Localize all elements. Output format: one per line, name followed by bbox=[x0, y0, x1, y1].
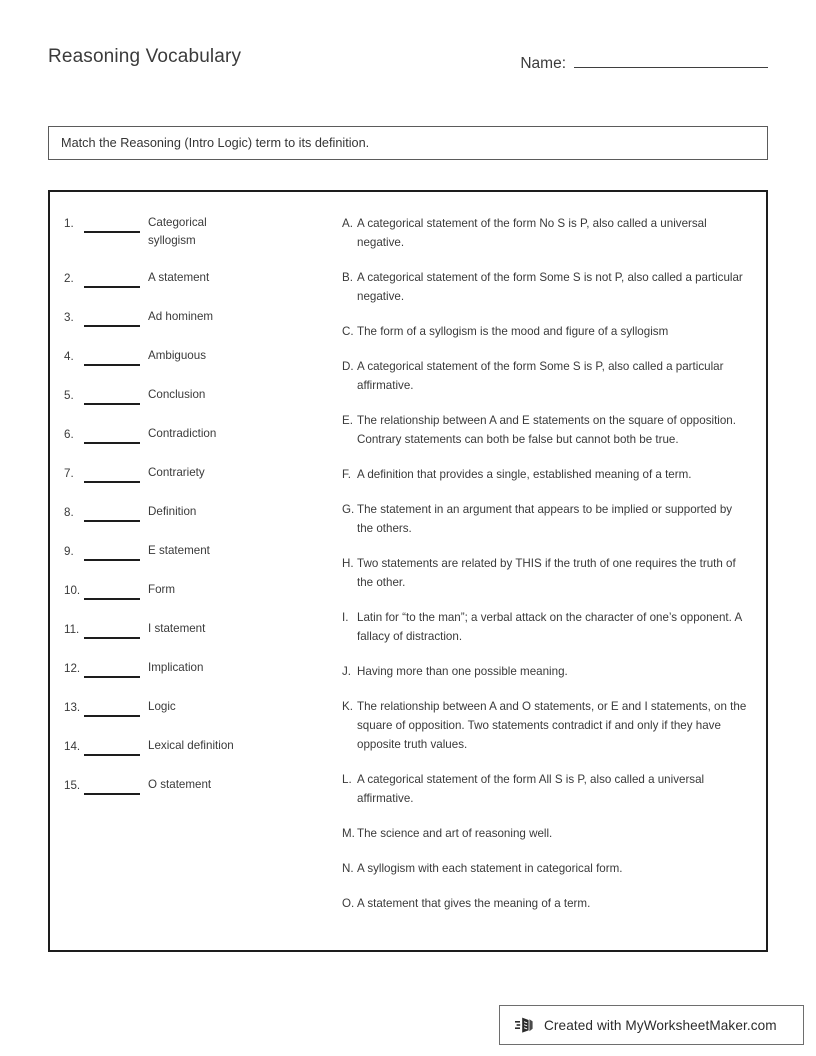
term-number: 15. bbox=[64, 779, 81, 792]
definition-text: A categorical statement of the form Some S is P, also called a particular affirmative. bbox=[357, 360, 724, 392]
definition-text: Two statements are related by THIS if the truth of one requires the truth of the other. bbox=[357, 557, 736, 589]
definition-row bbox=[342, 411, 750, 449]
term-answer-blank[interactable] bbox=[84, 309, 140, 327]
definition-letter: N. bbox=[342, 862, 354, 875]
name-field-group bbox=[520, 53, 768, 73]
term-label: Ambiguous bbox=[148, 349, 207, 362]
definition-row bbox=[342, 465, 750, 484]
term-label: E statement bbox=[148, 544, 210, 557]
definition-text: A categorical statement of the form No S is P, also called a universal negative. bbox=[357, 217, 707, 249]
definition-row bbox=[342, 662, 750, 681]
definition-text: The science and art of reasoning well. bbox=[357, 827, 553, 840]
definition-text: A definition that provides a single, established meaning of a term. bbox=[357, 468, 692, 481]
definition-letter: O. bbox=[342, 897, 355, 910]
term-row bbox=[64, 464, 342, 484]
term-row bbox=[64, 503, 342, 523]
term-number: 6. bbox=[64, 428, 74, 441]
term-number: 5. bbox=[64, 389, 74, 402]
term-row bbox=[64, 581, 342, 601]
definition-letter: J. bbox=[342, 665, 352, 678]
term-number: 3. bbox=[64, 311, 74, 324]
term-number: 4. bbox=[64, 350, 74, 363]
term-row bbox=[64, 620, 342, 640]
instruction-box bbox=[48, 126, 768, 160]
term-answer-blank[interactable] bbox=[84, 621, 140, 639]
myworksheetmaker-logo-icon bbox=[514, 1014, 536, 1036]
definition-letter: L. bbox=[342, 773, 352, 786]
definition-text: Having more than one possible meaning. bbox=[357, 665, 568, 678]
definition-text: The relationship between A and O statements, or E and I statements, on the square of opposition. Two statements contradict if and only if they have opposite truth values. bbox=[357, 700, 747, 751]
definition-row bbox=[342, 824, 750, 843]
definition-row bbox=[342, 500, 750, 538]
definition-row bbox=[342, 214, 750, 252]
definition-row bbox=[342, 894, 750, 913]
definition-letter: M. bbox=[342, 827, 355, 840]
term-label: Conclusion bbox=[148, 388, 206, 401]
term-number: 11. bbox=[64, 623, 80, 636]
definition-letter: D. bbox=[342, 360, 354, 373]
definition-letter: H. bbox=[342, 557, 354, 570]
term-row bbox=[64, 308, 342, 328]
term-row bbox=[64, 737, 342, 757]
term-label: Contrariety bbox=[148, 466, 205, 479]
term-label: Contradiction bbox=[148, 427, 217, 440]
definition-text: A syllogism with each statement in categorical form. bbox=[357, 862, 623, 875]
definition-text: A statement that gives the meaning of a term. bbox=[357, 897, 591, 910]
term-answer-blank[interactable] bbox=[84, 426, 140, 444]
definition-row bbox=[342, 608, 750, 646]
definitions-column bbox=[342, 192, 766, 950]
badge-label: Created with MyWorksheetMaker.com bbox=[544, 1017, 777, 1033]
name-label: Name: bbox=[520, 55, 566, 72]
terms-column bbox=[50, 192, 342, 950]
definition-letter: I. bbox=[342, 611, 349, 624]
created-with-badge[interactable] bbox=[499, 1005, 804, 1045]
term-row bbox=[64, 269, 342, 289]
term-number: 8. bbox=[64, 506, 74, 519]
term-answer-blank[interactable] bbox=[84, 504, 140, 522]
term-answer-blank[interactable] bbox=[84, 660, 140, 678]
definition-text: A categorical statement of the form Some S is not P, also called a particular negative. bbox=[357, 271, 743, 303]
definition-text: Latin for “to the man”; a verbal attack on the character of one’s opponent. A fallacy of distraction. bbox=[357, 611, 742, 643]
definition-letter: K. bbox=[342, 700, 353, 713]
term-row bbox=[64, 776, 342, 796]
term-number: 10. bbox=[64, 584, 81, 597]
term-answer-blank[interactable] bbox=[84, 699, 140, 717]
term-answer-blank[interactable] bbox=[84, 387, 140, 405]
definition-letter: E. bbox=[342, 414, 353, 427]
definition-row bbox=[342, 770, 750, 808]
definition-text: The form of a syllogism is the mood and figure of a syllogism bbox=[357, 325, 669, 338]
definition-row bbox=[342, 554, 750, 592]
instruction-text: Match the Reasoning (Intro Logic) term to its definition. bbox=[61, 136, 370, 150]
term-number: 13. bbox=[64, 701, 81, 714]
term-number: 14. bbox=[64, 740, 81, 753]
definition-letter: F. bbox=[342, 468, 352, 481]
definition-letter: B. bbox=[342, 271, 353, 284]
worksheet-header bbox=[48, 44, 768, 88]
term-answer-blank[interactable] bbox=[84, 270, 140, 288]
term-label: Ad hominem bbox=[148, 310, 214, 323]
term-label: Logic bbox=[148, 700, 176, 713]
term-row bbox=[64, 386, 342, 406]
term-label: Form bbox=[148, 583, 176, 596]
definition-row bbox=[342, 697, 750, 754]
definition-text: The statement in an argument that appears to be implied or supported by the others. bbox=[357, 503, 733, 535]
definition-text: The relationship between A and E statements on the square of opposition. Contrary statements can both be false but cannot both be true. bbox=[357, 414, 736, 446]
term-row bbox=[64, 698, 342, 718]
term-number: 7. bbox=[64, 467, 74, 480]
definition-row bbox=[342, 357, 750, 395]
definition-letter: C. bbox=[342, 325, 354, 338]
matching-exercise-box bbox=[48, 190, 768, 952]
definition-text: A categorical statement of the form All S is P, also called a universal affirmative. bbox=[357, 773, 705, 805]
term-row bbox=[64, 214, 342, 250]
term-answer-blank[interactable] bbox=[84, 348, 140, 366]
term-answer-blank[interactable] bbox=[84, 777, 140, 795]
term-label: I statement bbox=[148, 622, 206, 635]
definition-letter: G. bbox=[342, 503, 355, 516]
term-row bbox=[64, 425, 342, 445]
term-number: 2. bbox=[64, 272, 74, 285]
term-answer-blank[interactable] bbox=[84, 465, 140, 483]
term-answer-blank[interactable] bbox=[84, 738, 140, 756]
name-input-line[interactable] bbox=[574, 53, 768, 68]
term-row bbox=[64, 659, 342, 679]
definition-row bbox=[342, 268, 750, 306]
term-number: 9. bbox=[64, 545, 74, 558]
term-label: Implication bbox=[148, 661, 204, 674]
term-number: 12. bbox=[64, 662, 81, 675]
term-label: Lexical definition bbox=[148, 739, 234, 752]
definition-letter: A. bbox=[342, 217, 353, 230]
term-label: Categorical syllogism bbox=[148, 216, 207, 247]
definition-row bbox=[342, 322, 750, 341]
term-row bbox=[64, 542, 342, 562]
term-answer-blank[interactable] bbox=[84, 582, 140, 600]
definition-row bbox=[342, 859, 750, 878]
matching-columns bbox=[50, 192, 766, 950]
term-label: A statement bbox=[148, 271, 210, 284]
term-label: O statement bbox=[148, 778, 212, 791]
term-answer-blank[interactable] bbox=[84, 543, 140, 561]
term-number: 1. bbox=[64, 217, 74, 230]
page-title: Reasoning Vocabulary bbox=[48, 46, 242, 67]
term-answer-blank[interactable] bbox=[84, 215, 140, 233]
term-row bbox=[64, 347, 342, 367]
term-label: Definition bbox=[148, 505, 197, 518]
